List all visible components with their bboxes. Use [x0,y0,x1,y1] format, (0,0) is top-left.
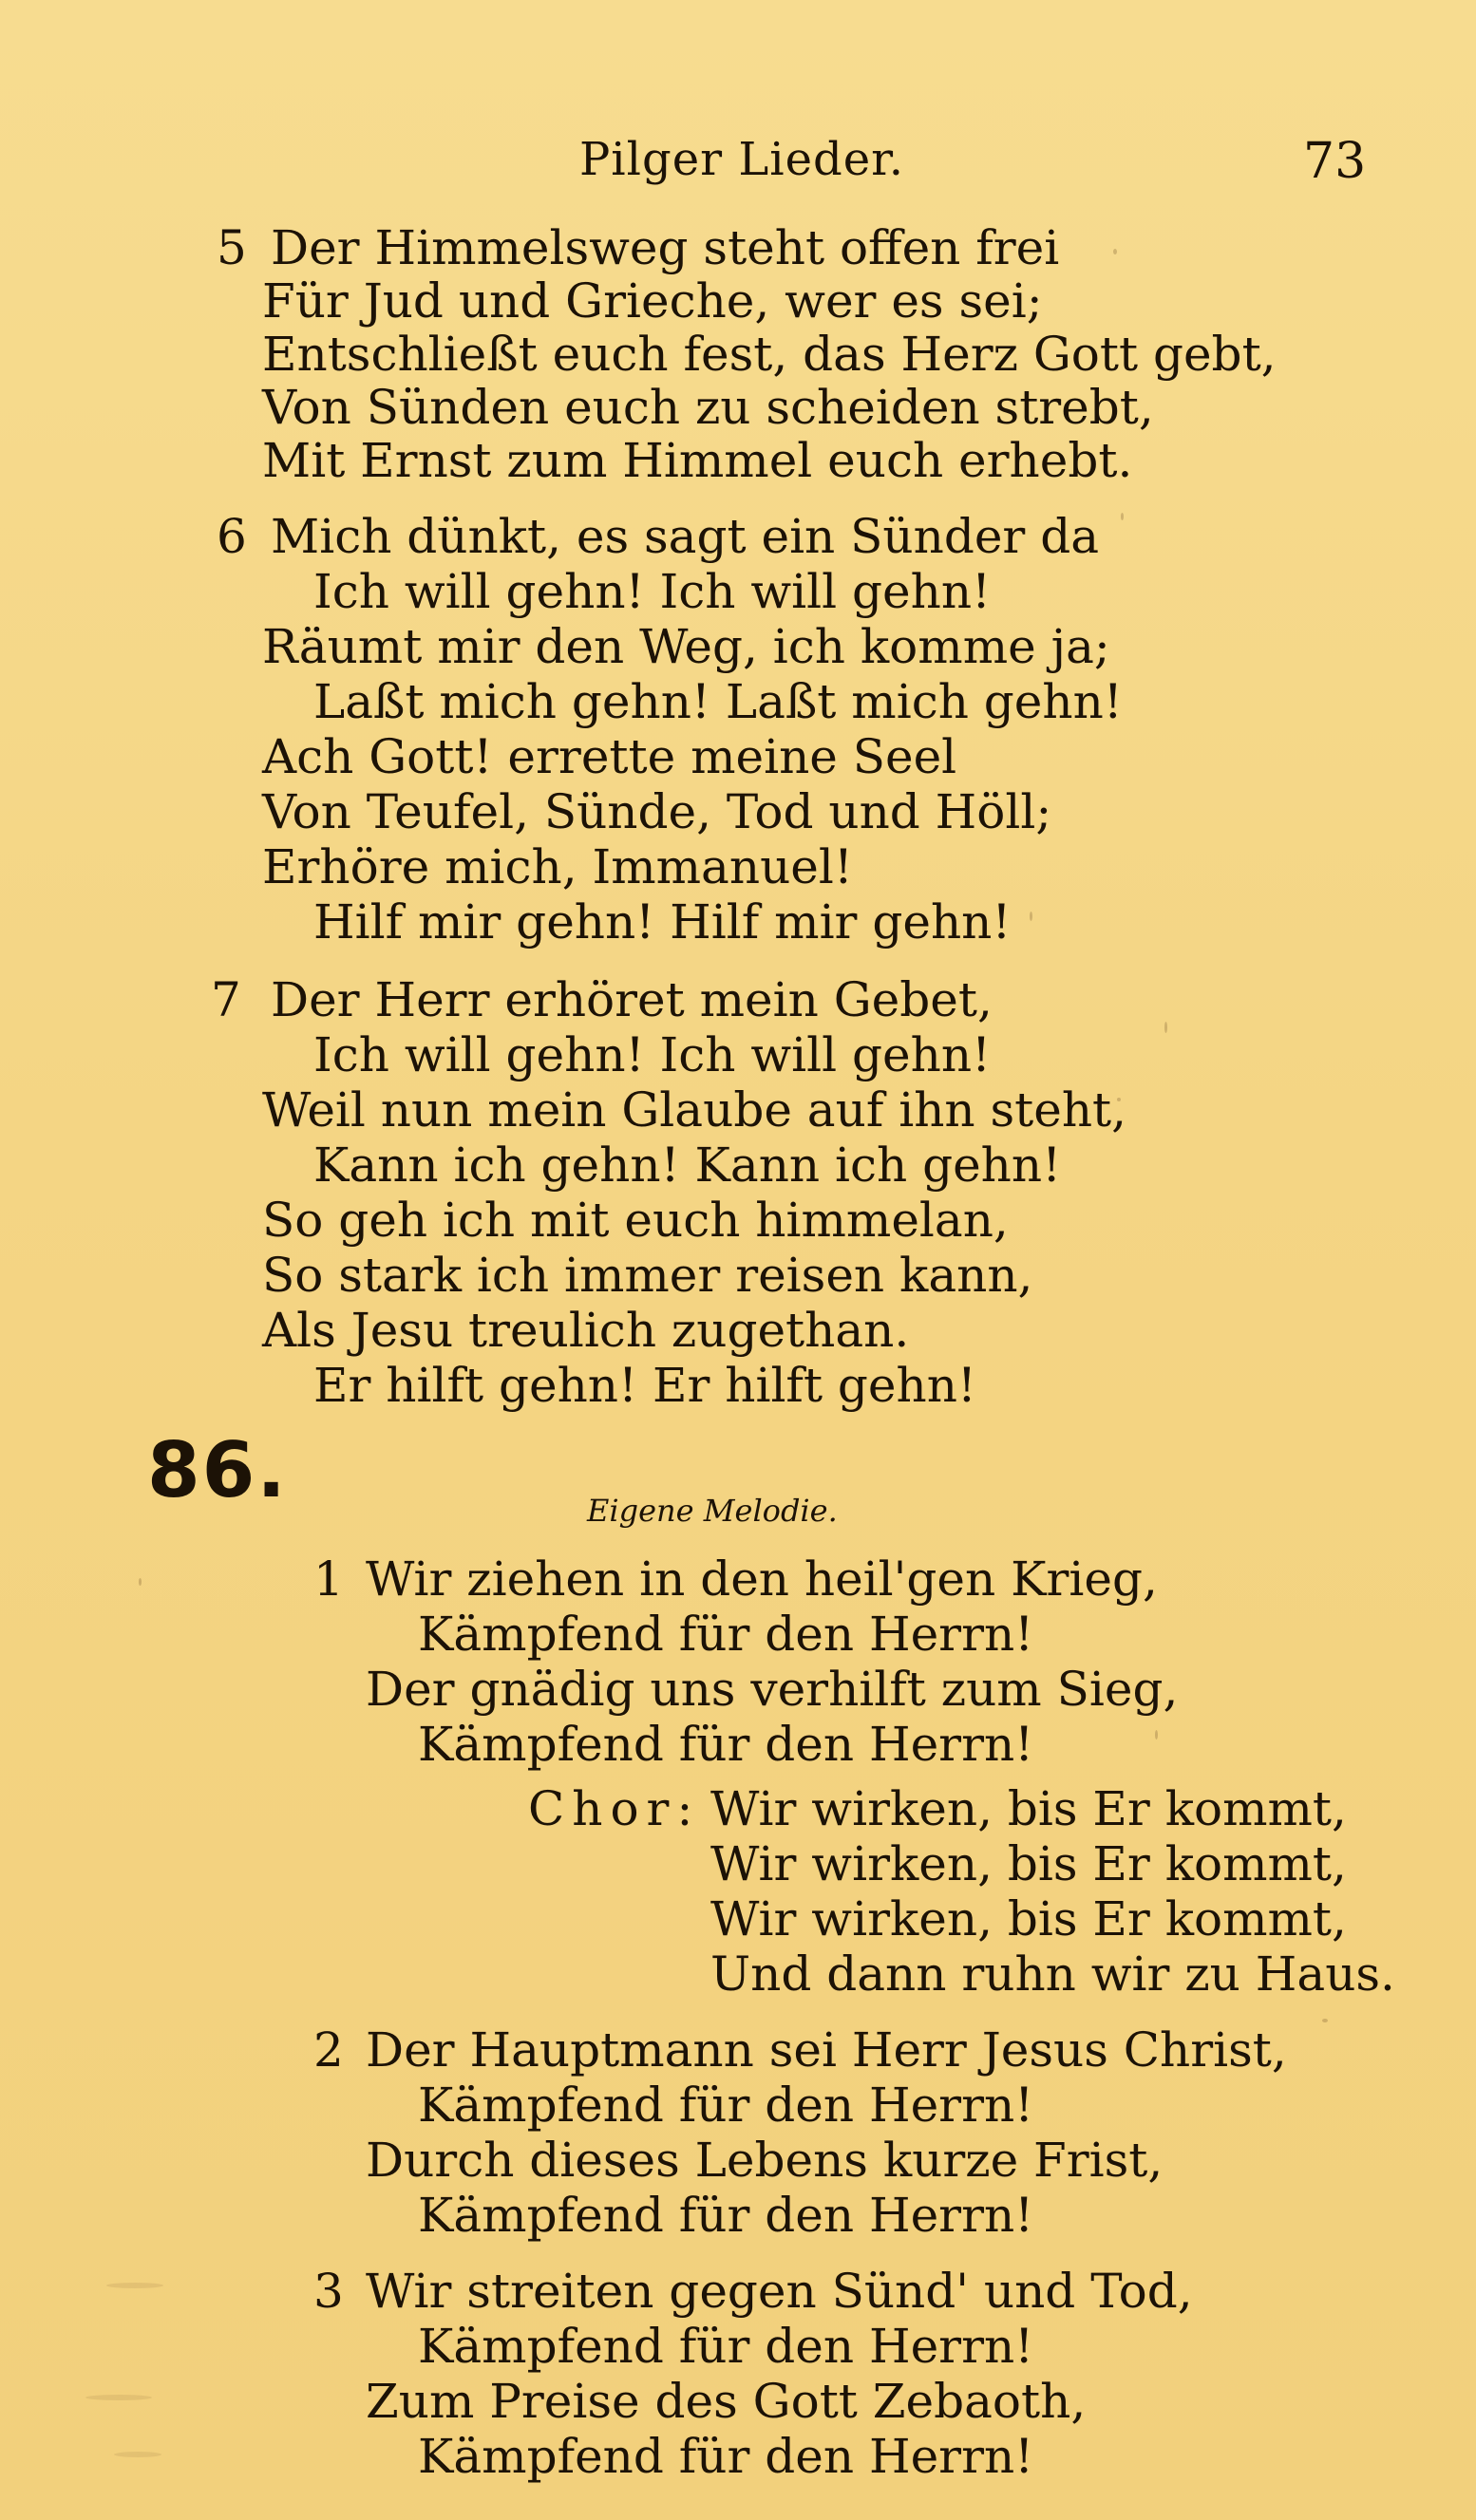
verse-number: 6 [217,509,247,564]
verse-number: 2 [313,2022,344,2078]
verse-line: Zum Preise des Gott Zebaoth, [366,2374,1087,2429]
print-speck [139,1578,142,1586]
verse-line: Für Jud und Grieche, wer es sei; [262,273,1043,329]
verse-line: Erhöre mich, Immanuel! [262,839,853,894]
verse-line: Der Himmelsweg steht offen frei [271,220,1060,275]
chorus-line: Wir wirken, bis Er kommt, [710,1781,1347,1836]
print-speck [1117,1098,1121,1101]
verse-line: Hilf mir gehn! Hilf mir gehn! [313,894,1012,950]
chorus-label: Chor: [528,1781,701,1836]
verse-line: Ich will gehn! Ich will gehn! [313,564,992,619]
verse-line: Von Teufel, Sünde, Tod und Höll; [262,784,1052,839]
verse-line: So geh ich mit euch himmelan, [262,1193,1009,1248]
verse-line: Kämpfend für den Herrn! [418,2429,1034,2484]
verse-line: Kann ich gehn! Kann ich gehn! [313,1138,1062,1193]
verse-line: Kämpfend für den Herrn! [418,2078,1034,2133]
print-speck [1121,513,1124,520]
print-speck [1164,1022,1167,1033]
verse-number: 3 [313,2264,344,2319]
verse-line: Durch dieses Lebens kurze Frist, [366,2133,1164,2188]
print-speck [106,2283,163,2288]
verse-line: Der gnädig uns verhilft zum Sieg, [366,1662,1179,1717]
verse-number: 7 [211,972,241,1027]
hymn-number: 86. [147,1426,288,1514]
page-number: 73 [1303,133,1367,190]
verse-line: Der Herr erhöret mein Gebet, [271,972,993,1027]
print-speck [85,2395,152,2400]
chorus-line: Wir wirken, bis Er kommt, [710,1891,1347,1946]
chorus-line: Und dann ruhn wir zu Haus. [710,1946,1395,2002]
verse-line: Laßt mich gehn! Laßt mich gehn! [313,674,1123,729]
verse-line: So stark ich immer reisen kann, [262,1248,1033,1303]
verse-line: Von Sünden euch zu scheiden strebt, [262,380,1154,435]
verse-line: Der Hauptmann sei Herr Jesus Christ, [366,2022,1287,2078]
print-speck [1113,249,1117,254]
verse-line: Wir ziehen in den heil'gen Krieg, [366,1551,1158,1607]
verse-line: Er hilft gehn! Er hilft gehn! [313,1358,977,1413]
verse-line: Kämpfend für den Herrn! [418,2319,1034,2374]
verse-line: Weil nun mein Glaube auf ihn steht, [262,1082,1127,1138]
verse-line: Ach Gott! errette meine Seel [262,729,957,784]
running-header-title: Pilger Lieder. [579,133,905,186]
verse-line: Wir streiten gegen Sünd' und Tod, [366,2264,1193,2319]
verse-line: Kämpfend für den Herrn! [418,1607,1034,1662]
print-speck [1030,912,1032,921]
verse-line: Mich dünkt, es sagt ein Sünder da [271,509,1100,564]
melody-indication: Eigene Melodie. [587,1493,838,1529]
verse-number: 5 [217,220,247,275]
verse-line: Kämpfend für den Herrn! [418,1717,1034,1772]
print-speck [1322,2019,1328,2022]
verse-number: 1 [313,1551,344,1607]
verse-line: Entschließt euch fest, das Herz Gott gebt, [262,327,1277,382]
verse-line: Räumt mir den Weg, ich komme ja; [262,619,1110,674]
verse-line: Als Jesu treulich zugethan. [262,1303,910,1358]
verse-line: Mit Ernst zum Himmel euch erhebt. [262,433,1133,488]
chorus-line: Wir wirken, bis Er kommt, [710,1836,1347,1891]
print-speck [1155,1730,1158,1740]
verse-line: Kämpfend für den Herrn! [418,2188,1034,2243]
print-speck [114,2452,161,2457]
verse-line: Ich will gehn! Ich will gehn! [313,1027,992,1082]
